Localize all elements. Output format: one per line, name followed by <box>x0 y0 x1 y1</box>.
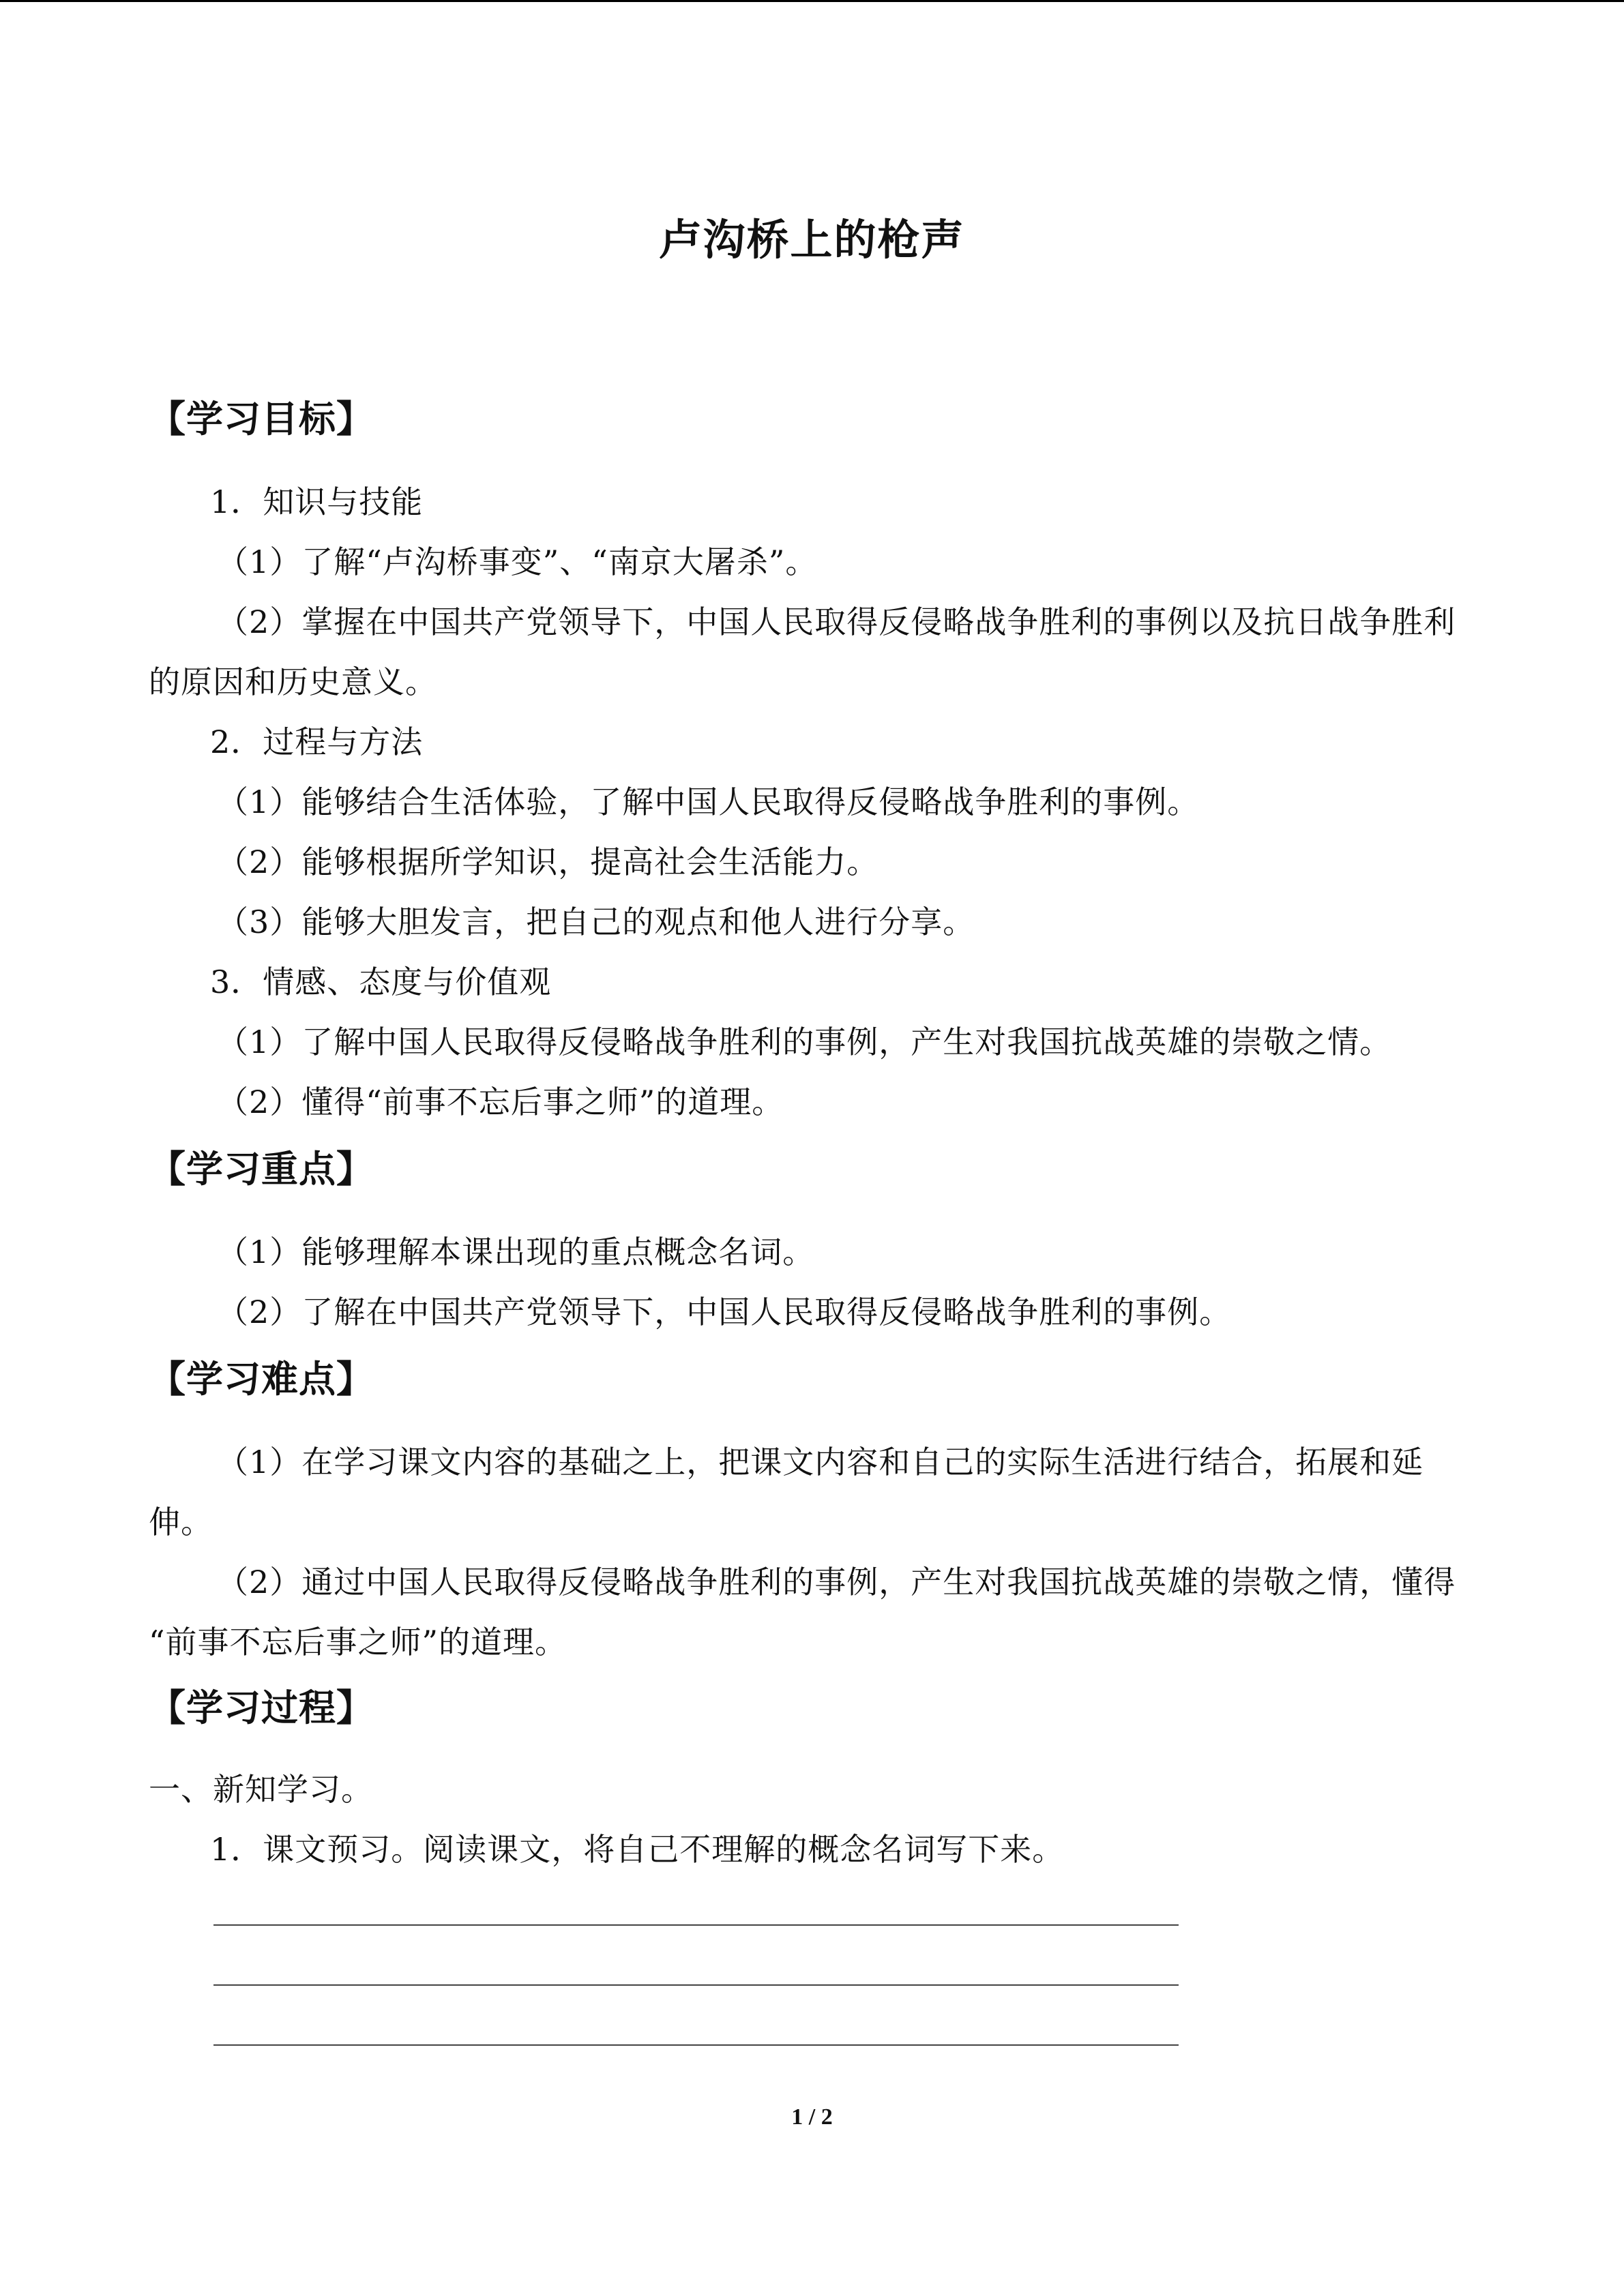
objective-line: 1．知识与技能 <box>210 483 424 520</box>
page-number: 1 / 2 <box>791 2104 833 2130</box>
answer-line[interactable] <box>213 2044 1179 2046</box>
section-heading-difficulties: 【学习难点】 <box>149 1358 374 1401</box>
process-line: 一、新知学习。 <box>149 1771 373 1808</box>
section-heading-process: 【学习过程】 <box>149 1686 374 1729</box>
difficulty-line: （2）通过中国人民取得反侵略战争胜利的事例，产生对我国抗战英雄的崇敬之情，懂得 <box>217 1564 1456 1600</box>
answer-line[interactable] <box>213 1924 1179 1926</box>
answer-line[interactable] <box>213 1984 1179 1986</box>
section-heading-objectives: 【学习目标】 <box>149 398 374 441</box>
objective-line: （1）了解中国人民取得反侵略战争胜利的事例，产生对我国抗战英雄的崇敬之情。 <box>217 1024 1392 1060</box>
difficulty-line: 伸。 <box>149 1504 213 1540</box>
section-heading-key-points: 【学习重点】 <box>149 1148 374 1191</box>
difficulty-line: “前事不忘后事之师”的道理。 <box>149 1624 567 1660</box>
difficulty-line: （1）在学习课文内容的基础之上，把课文内容和自己的实际生活进行结合，拓展和延 <box>217 1444 1424 1480</box>
objective-line: （3）能够大胆发言，把自己的观点和他人进行分享。 <box>217 904 975 940</box>
objective-line: 的原因和历史意义。 <box>149 664 437 700</box>
objective-line: 2．过程与方法 <box>210 724 424 760</box>
objective-line: （2）掌握在中国共产党领导下，中国人民取得反侵略战争胜利的事例以及抗日战争胜利 <box>217 603 1456 640</box>
objective-line: （2）懂得“前事不忘后事之师”的道理。 <box>217 1084 784 1120</box>
page-title: 卢沟桥上的枪声 <box>659 215 965 265</box>
objective-line: （1）了解“卢沟桥事变”、“南京大屠杀”。 <box>217 543 818 580</box>
key-point-line: （1）能够理解本课出现的重点概念名词。 <box>217 1234 815 1270</box>
objective-line: 3．情感、态度与价值观 <box>210 964 552 1000</box>
process-line: 1．课文预习。阅读课文，将自己不理解的概念名词写下来。 <box>210 1831 1065 1868</box>
key-point-line: （2）了解在中国共产党领导下，中国人民取得反侵略战争胜利的事例。 <box>217 1294 1232 1330</box>
top-border-line <box>0 0 1624 2</box>
objective-line: （2）能够根据所学知识，提高社会生活能力。 <box>217 844 879 880</box>
objective-line: （1）能够结合生活体验，了解中国人民取得反侵略战争胜利的事例。 <box>217 784 1200 820</box>
